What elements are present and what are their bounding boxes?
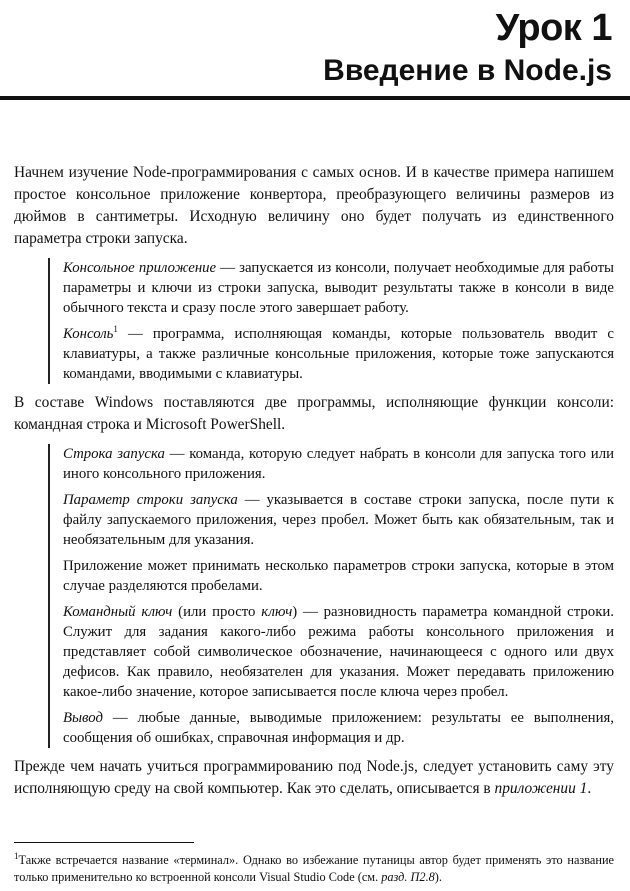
chapter-title: Введение в Node.js — [323, 54, 612, 87]
intro-paragraph: Начнем изучение Node-программирования с самых основ. И в качестве примера напишем простое консольное приложение конвертора, преобразующего величины размеров из дюймов в сантиметры. Исходную величину оно будет получать из единственного параметра строки запуска. — [14, 164, 614, 247]
appendix-reference: приложении 1 — [494, 780, 588, 797]
definition-output — [63, 708, 614, 748]
definition-console — [63, 324, 614, 384]
footnote-rule — [14, 842, 194, 843]
definition-term: Вывод — [63, 710, 103, 726]
definition-text: ) — разновидность параметра командной строки. Служит для задания какого-либо режима работы консольного приложения и представляет собой символическое обозначение, начинающееся с одного или двух дефисов. Как правило, необязателен для указания. Может передавать приложению какое-либо значение, которое записывается после ключа через пробел. — [63, 604, 614, 700]
definition-text: (или просто — [172, 604, 262, 620]
windows-paragraph: В составе Windows поставляются две программы, исполняющие функции консоли: командная строка и Microsoft PowerShell. — [14, 394, 614, 433]
definition-text: — программа, исполняющая команды, которые пользователь вводит с клавиатуры, а также различные консольные приложения, которые тоже запускаются командами, вводимыми с клавиатуры. — [63, 326, 614, 382]
footnote-text: Также встречается название «терминал». Однако во избежание путаницы автор будет применять это название только применительно ко встроенной консоли Visual Studio Code (см. — [14, 853, 614, 884]
install-paragraph — [14, 756, 614, 800]
definition-term: Консольное приложение — [63, 260, 217, 276]
footnote — [14, 852, 614, 886]
definition-text: — команда, которую следует набрать в консоли для запуска того или иного консольного приложения. — [63, 446, 614, 482]
definition-block-2 — [48, 444, 614, 748]
definition-console-app — [63, 258, 614, 318]
definition-params-note: Приложение может принимать несколько параметров строки запуска, которые в этом случае разделяются пробелами. — [63, 558, 614, 594]
header-rule — [0, 96, 630, 100]
footnote-mark: 1 — [14, 850, 19, 861]
paragraph-text: Прежде чем начать учиться программированию под Node.js, следует установить саму эту исполняющую среду на свой компьютер. Как это сделать, описывается в — [14, 758, 614, 797]
definition-launch-string — [63, 444, 614, 484]
body-text — [14, 162, 614, 800]
definition-term: ключ — [261, 604, 293, 620]
definition-text: — любые данные, выводимые приложением: результаты ее выполнения, сообщения об ошибках, справочная информация и др. — [63, 710, 614, 746]
definition-term: Строка запуска — [63, 446, 165, 462]
definition-term: Командный ключ — [63, 604, 173, 620]
paragraph-end: . — [587, 780, 592, 797]
definition-command-key — [63, 602, 614, 702]
definition-term: Параметр строки запуска — [63, 492, 238, 508]
chapter-header — [323, 6, 612, 88]
footnote-end: ). — [434, 870, 442, 884]
definition-launch-param — [63, 490, 614, 550]
definition-text: — запускается из консоли, получает необходимые для работы параметры и ключи из строки запуска, выводит результаты также в консоли в виде обычного текста и сразу после этого завершает работу. — [63, 260, 614, 316]
definition-text: — указывается в составе строки запуска, после пути к файлу запускаемого приложения, через пробел. Может быть как обязательным, так и необязательным для указания. — [63, 492, 615, 548]
definition-block-1 — [48, 258, 614, 384]
lesson-number: Урок 1 — [495, 7, 612, 49]
section-reference: разд. П2.8 — [381, 870, 435, 884]
footnote-mark: 1 — [113, 324, 118, 335]
definition-term: Консоль — [63, 326, 114, 342]
